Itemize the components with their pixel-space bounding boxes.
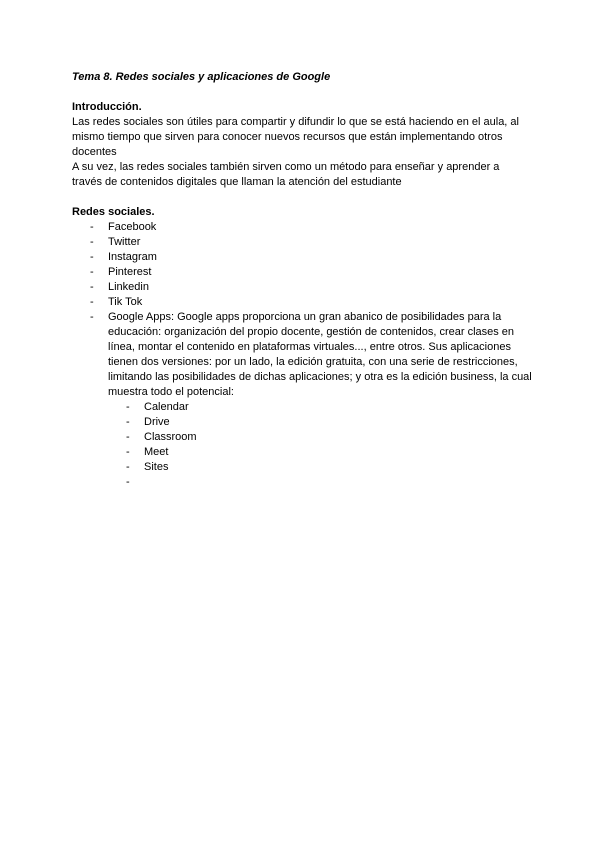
list-item: - Instagram <box>90 251 157 263</box>
bullet-dash: - <box>126 476 130 488</box>
bullet-dash: - <box>126 446 130 458</box>
bullet-dash: - <box>90 281 94 293</box>
intro-paragraph-2: A su vez, las redes sociales también sirven como un método para enseñar y aprender a través de contenidos digitales que llaman la atención del estudiante <box>72 161 500 188</box>
bullet-dash: - <box>90 236 94 248</box>
document-title: Tema 8. Redes sociales y aplicaciones de Google <box>72 71 331 83</box>
bullet-dash: - <box>90 266 94 278</box>
list-item: - Facebook <box>90 221 157 233</box>
intro-heading: Introducción. <box>72 101 142 113</box>
bullet-dash: - <box>90 251 94 263</box>
bullet-dash: - <box>90 296 94 308</box>
list-item: - Tik Tok <box>90 296 143 308</box>
list-item: - Calendar <box>126 401 189 413</box>
list-item: - Pinterest <box>90 266 152 278</box>
google-apps-description: Google Apps: Google apps proporciona un gran abanico de posibilidades para la educación: organización del propio docente, gestión de contenidos, crear clases en línea, montar el contenido en plataformas virtuales..., entre otros. Sus aplicaciones tienen dos versiones: por un lado, la edición gratuita, con una serie de restricciones, limitando las posibilidades de dichas aplicaciones; y otra es la edición business, la cual muestra todo el potencial: <box>108 311 532 398</box>
list-item-google-apps <box>72 310 532 490</box>
social-network-list <box>72 220 532 490</box>
intro-paragraph-1: Las redes sociales son útiles para compartir y difundir lo que se está haciendo en el aula, al mismo tiempo que sirven para conocer nuevos recursos que están implementando otros docentes <box>72 116 519 158</box>
document-page <box>72 70 532 490</box>
bullet-dash: - <box>90 221 94 233</box>
list-item: - Drive <box>126 416 170 428</box>
google-apps-list <box>108 400 532 490</box>
list-item: - Classroom <box>126 431 197 443</box>
list-item: - Sites <box>126 461 169 473</box>
list-item: - Meet <box>126 446 169 458</box>
list-item: - Twitter <box>90 236 141 248</box>
bullet-dash: - <box>126 431 130 443</box>
social-heading: Redes sociales. <box>72 206 155 218</box>
bullet-dash: - <box>126 401 130 413</box>
bullet-dash: - <box>90 311 94 323</box>
bullet-dash: - <box>126 461 130 473</box>
list-item-empty <box>72 475 532 490</box>
bullet-dash: - <box>126 416 130 428</box>
list-item: - Linkedin <box>90 281 149 293</box>
